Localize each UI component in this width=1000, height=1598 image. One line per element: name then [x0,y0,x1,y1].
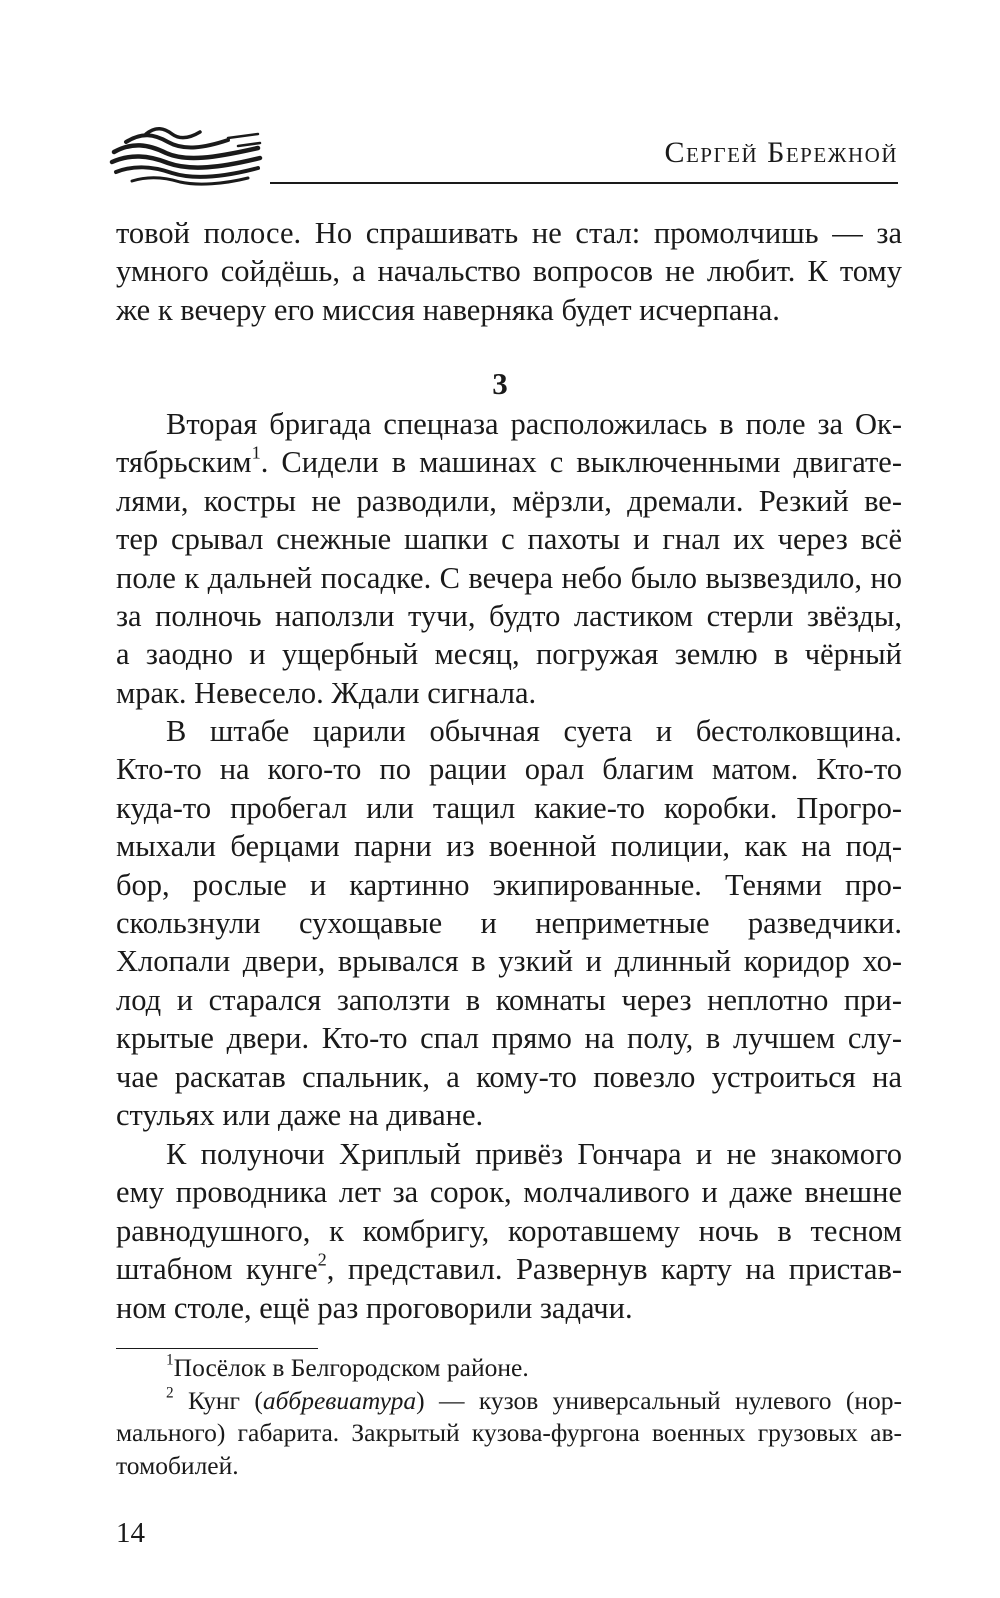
text-line-with-footnote [116,443,902,481]
footnote-rule [116,1348,318,1349]
text-line: Вторая бригада спецназа расположилась в поле за Ок- [166,407,902,441]
text-line: ном столе, ещё раз проговорили задачи. [116,1290,633,1325]
text-line: В штабе царили обычная суета и бестолковщина. [166,714,902,748]
text-fragment: тябрьским [116,445,252,480]
text-line: куда-то пробегал или тащил какие-то коробки. Прогро- [116,790,902,825]
footnote-marker: 1 [166,1351,174,1369]
footnote-2-line [116,1385,902,1418]
text-line: товой полосе. Но спрашивать не стал: промолчишь — за [116,216,902,250]
footnotes [116,1352,902,1482]
text-line: Хлопали двери, врывался в узкий и длинный коридор хо- [116,944,902,979]
text-fragment: штабном кунге [116,1252,318,1287]
running-header-author: Сергей Бережной [664,136,898,169]
text-line: скользнули сухощавые и неприметные разведчики. [116,906,902,941]
waves-logo-icon [108,124,264,186]
text-line: за полночь наползли тучи, будто ластиком стерли звёзды, [116,599,902,634]
text-line: ему проводника лет за сорок, молчаливого и даже внешне [116,1175,902,1210]
text-line-with-footnote [116,1250,902,1288]
text-line: стульях или даже на диване. [116,1098,484,1133]
text-line: бор, рослые и картинно экипированные. Тенями про- [116,867,902,902]
text-line: крытые двери. Кто-то спал прямо на полу, в лучшем слу- [116,1021,902,1056]
footnote-text: Кунг ( [188,1385,263,1415]
opening-paragraph [116,214,902,329]
text-line: лод и старался заползти в комнаты через неплотно при- [116,982,902,1017]
footnote-text: Посёлок в Белгородском районе. [173,1353,529,1382]
text-line: чае раскатав спальник, а кому-то повезло устроиться на [116,1059,902,1094]
footnote-italic: аббревиатура [262,1385,417,1415]
text-line: же к вечеру его миссия наверняка будет исчерпана. [116,292,780,327]
footnote-text: ) — кузов универсальный нулевого (нор- [416,1385,902,1415]
text-line: а заодно и ущербный месяц, погружая землю в чёрный [116,637,902,672]
section-number: 3 [492,366,508,401]
text-fragment: , представил. Развернув карту на пристав- [326,1252,903,1287]
text-line: К полуночи Хриплый привёз Гончара и не знакомого [166,1137,902,1171]
page-number: 14 [116,1517,145,1549]
text-fragment: . Сидели в машинах с выключенными двигате- [260,445,902,480]
text-line: мрак. Невесело. Ждали сигнала. [116,675,537,710]
text-line: лями, костры не разводили, мёрзли, дремали. Резкий ве- [116,483,902,518]
text-line: умного сойдёшь, а начальство вопросов не любит. К тому [116,254,902,289]
paragraph-2 [116,712,902,1134]
footnote-2-line: томобилей. [116,1450,239,1480]
footnote-1 [116,1352,902,1385]
footnote-marker: 2 [166,1384,174,1402]
paragraph-3 [116,1135,902,1327]
text-line: мыхали берцами парни из военной полиции, как на под- [116,829,902,864]
footnote-ref-2[interactable]: 2 [317,1249,327,1270]
text-line: равнодушного, к комбригу, коротавшему ночь в тесном [116,1213,902,1248]
paragraph-1 [116,405,902,712]
header-rule [270,182,898,184]
footnote-ref-1[interactable]: 1 [251,442,261,463]
footnote-2-line: мального) габарита. Закрытый кузова-фургона военных грузовых ав- [116,1418,902,1448]
text-line: Кто-то на кого-то по рации орал благим матом. Кто-то [116,752,902,787]
text-line: поле к дальней посадке. С вечера небо было вызвездило, но [116,560,902,595]
text-line: тер срывал снежные шапки с пахоты и гнал их через всё [116,522,902,557]
